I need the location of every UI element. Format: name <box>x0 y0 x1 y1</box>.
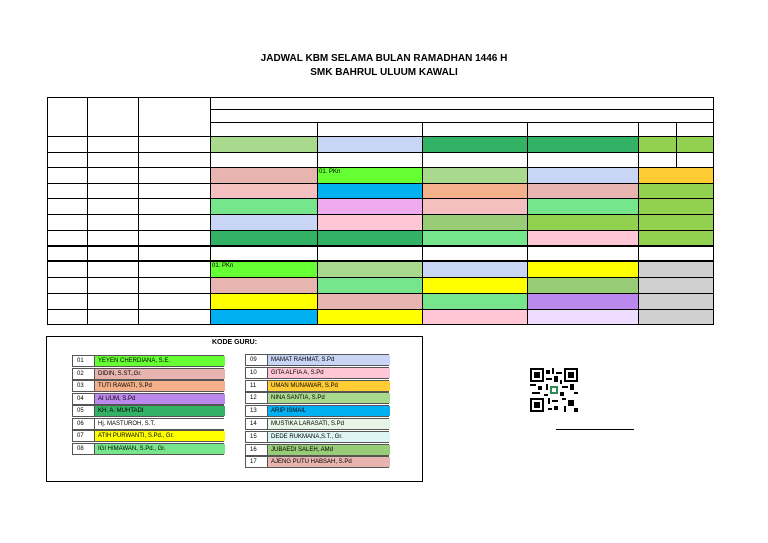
teacher-name: YEYEN CHERDIANA, S.E. <box>95 356 225 366</box>
teacher-name: DEDE RUKMANA,S.T., Gr. <box>268 432 390 442</box>
schedule-cell <box>527 309 638 324</box>
grid-line <box>210 97 211 324</box>
grid-line <box>47 246 210 247</box>
teacher-name: JUBAEDI SALEH, AMd <box>268 445 390 455</box>
legend-row <box>72 380 224 392</box>
legend-row <box>245 354 389 366</box>
legend-row <box>245 392 389 404</box>
teacher-name: IGI HIMAWAN, S.Pd., Gr. <box>95 444 225 454</box>
teacher-name: ATIH PURWANTI, S.Pd., Gr. <box>95 431 225 441</box>
schedule-cell <box>317 214 422 230</box>
teacher-code: 07 <box>73 431 95 441</box>
legend-row <box>245 431 389 443</box>
teacher-code: 17 <box>246 457 268 467</box>
grid-line <box>422 122 423 324</box>
teacher-code: 02 <box>73 369 95 379</box>
teacher-code: 08 <box>73 444 95 454</box>
schedule-cell <box>527 183 638 198</box>
document-subtitle: SMK BAHRUL ULUUM KAWALI <box>310 67 458 78</box>
legend-row <box>72 368 224 380</box>
grid-line <box>47 324 210 325</box>
teacher-name: TUTI RAWATI, S.Pd <box>95 381 225 391</box>
grid-line <box>47 245 714 246</box>
teacher-code: 03 <box>73 381 95 391</box>
schedule-cell <box>317 293 422 309</box>
schedule-cell <box>422 183 527 198</box>
grid-line <box>138 97 139 324</box>
teacher-code: 16 <box>246 445 268 455</box>
schedule-cell <box>210 277 317 293</box>
grid-line <box>47 230 210 231</box>
schedule-cell <box>317 261 422 277</box>
schedule-cell <box>210 136 317 152</box>
document-title: JADWAL KBM SELAMA BULAN RAMADHAN 1446 H <box>260 53 508 64</box>
teacher-name: MAMAT RAHMAT, S.Pd <box>268 355 390 365</box>
cell-label-pkn: 01. PKn <box>319 169 341 175</box>
legend-row <box>245 367 389 379</box>
grid-line <box>47 198 210 199</box>
schedule-cell <box>422 277 527 293</box>
teacher-name: Hj. MASTUROH, S.T. <box>95 419 225 429</box>
teacher-code: 09 <box>246 355 268 365</box>
schedule-cell <box>527 277 638 293</box>
grid-line <box>47 214 210 215</box>
legend-row <box>72 355 224 367</box>
teacher-code: 10 <box>246 368 268 378</box>
teacher-code: 12 <box>246 393 268 403</box>
signature-line <box>556 429 634 430</box>
grid-line <box>527 122 528 324</box>
teacher-code: 15 <box>246 432 268 442</box>
schedule-cell <box>317 277 422 293</box>
grid-line <box>676 122 677 152</box>
grid-line <box>47 152 210 153</box>
schedule-cell <box>317 136 422 152</box>
legend-row <box>72 418 224 430</box>
grid-line <box>713 97 714 325</box>
schedule-cell <box>210 198 317 214</box>
legend-row <box>245 444 389 456</box>
schedule-cell <box>422 261 527 277</box>
grid-line <box>47 167 210 168</box>
teacher-name: ARIP ISMAIL <box>268 406 390 416</box>
schedule-cell <box>527 167 638 183</box>
qr-code-icon <box>530 368 578 412</box>
teacher-name: GITA ALFIA A, S.Pd <box>268 368 390 378</box>
schedule-cell <box>527 230 638 246</box>
legend-row <box>245 456 389 468</box>
schedule-cell <box>210 230 422 246</box>
legend-row <box>72 405 224 417</box>
grid-line <box>47 277 210 278</box>
grid-line <box>47 261 210 262</box>
grid-line <box>87 97 88 324</box>
schedule-cell <box>422 230 527 246</box>
teacher-code: 06 <box>73 419 95 429</box>
schedule-cell <box>527 261 638 277</box>
schedule-cell <box>527 214 638 230</box>
teacher-name: DIDIN, S.ST.,Gr. <box>95 369 225 379</box>
teacher-name: KH. A. MUHTADI <box>95 406 225 416</box>
grid-line <box>47 183 210 184</box>
legend-row <box>72 393 224 405</box>
legend-title: KODE GURU: <box>211 339 258 346</box>
schedule-cell <box>210 183 317 198</box>
teacher-code: 04 <box>73 394 95 404</box>
grid-line <box>638 122 639 324</box>
grid-line <box>317 122 318 324</box>
teacher-name: AJENG PUTU HABSAH, S.Pd <box>268 457 390 467</box>
legend-row <box>245 418 389 430</box>
schedule-cell <box>422 167 527 183</box>
schedule-cell <box>317 309 422 324</box>
schedule-cell <box>210 309 317 324</box>
legend-row <box>72 430 224 442</box>
teacher-code: 14 <box>246 419 268 429</box>
schedule-cell <box>210 293 317 309</box>
grid-line <box>47 97 714 98</box>
grid-line <box>47 97 48 325</box>
schedule-cell <box>317 198 422 214</box>
teacher-name: UMAN MUNAWAR, S.Pd <box>268 381 390 391</box>
schedule-cell <box>422 293 527 309</box>
grid-line <box>676 152 677 167</box>
teacher-name: AI UUM, S.Pd <box>95 394 225 404</box>
teacher-name: NINA SANTIA, S.Pd <box>268 393 390 403</box>
schedule-cell <box>527 293 638 309</box>
schedule-cell <box>422 136 638 152</box>
grid-line <box>210 324 713 325</box>
grid-line <box>47 293 210 294</box>
legend-row <box>245 405 389 417</box>
grid-line <box>47 136 210 137</box>
legend-row <box>245 380 389 392</box>
schedule-cell <box>422 309 527 324</box>
schedule-cell <box>422 198 527 214</box>
schedule-cell <box>210 214 317 230</box>
legend-row <box>72 443 224 455</box>
teacher-code: 05 <box>73 406 95 416</box>
schedule-cell <box>422 214 527 230</box>
teacher-code: 01 <box>73 356 95 366</box>
grid-line <box>47 309 210 310</box>
teacher-code: 11 <box>246 381 268 391</box>
schedule-cell <box>317 183 422 198</box>
schedule-cell <box>210 167 317 183</box>
teacher-name: MUSTIKA LARASATI, S.Pd <box>268 419 390 429</box>
grid-line <box>210 109 713 110</box>
cell-label-pkn: 01. PKn <box>212 263 234 269</box>
teacher-code: 13 <box>246 406 268 416</box>
schedule-cell <box>527 198 638 214</box>
schedule-cell <box>638 167 713 183</box>
grid-line <box>47 260 714 261</box>
